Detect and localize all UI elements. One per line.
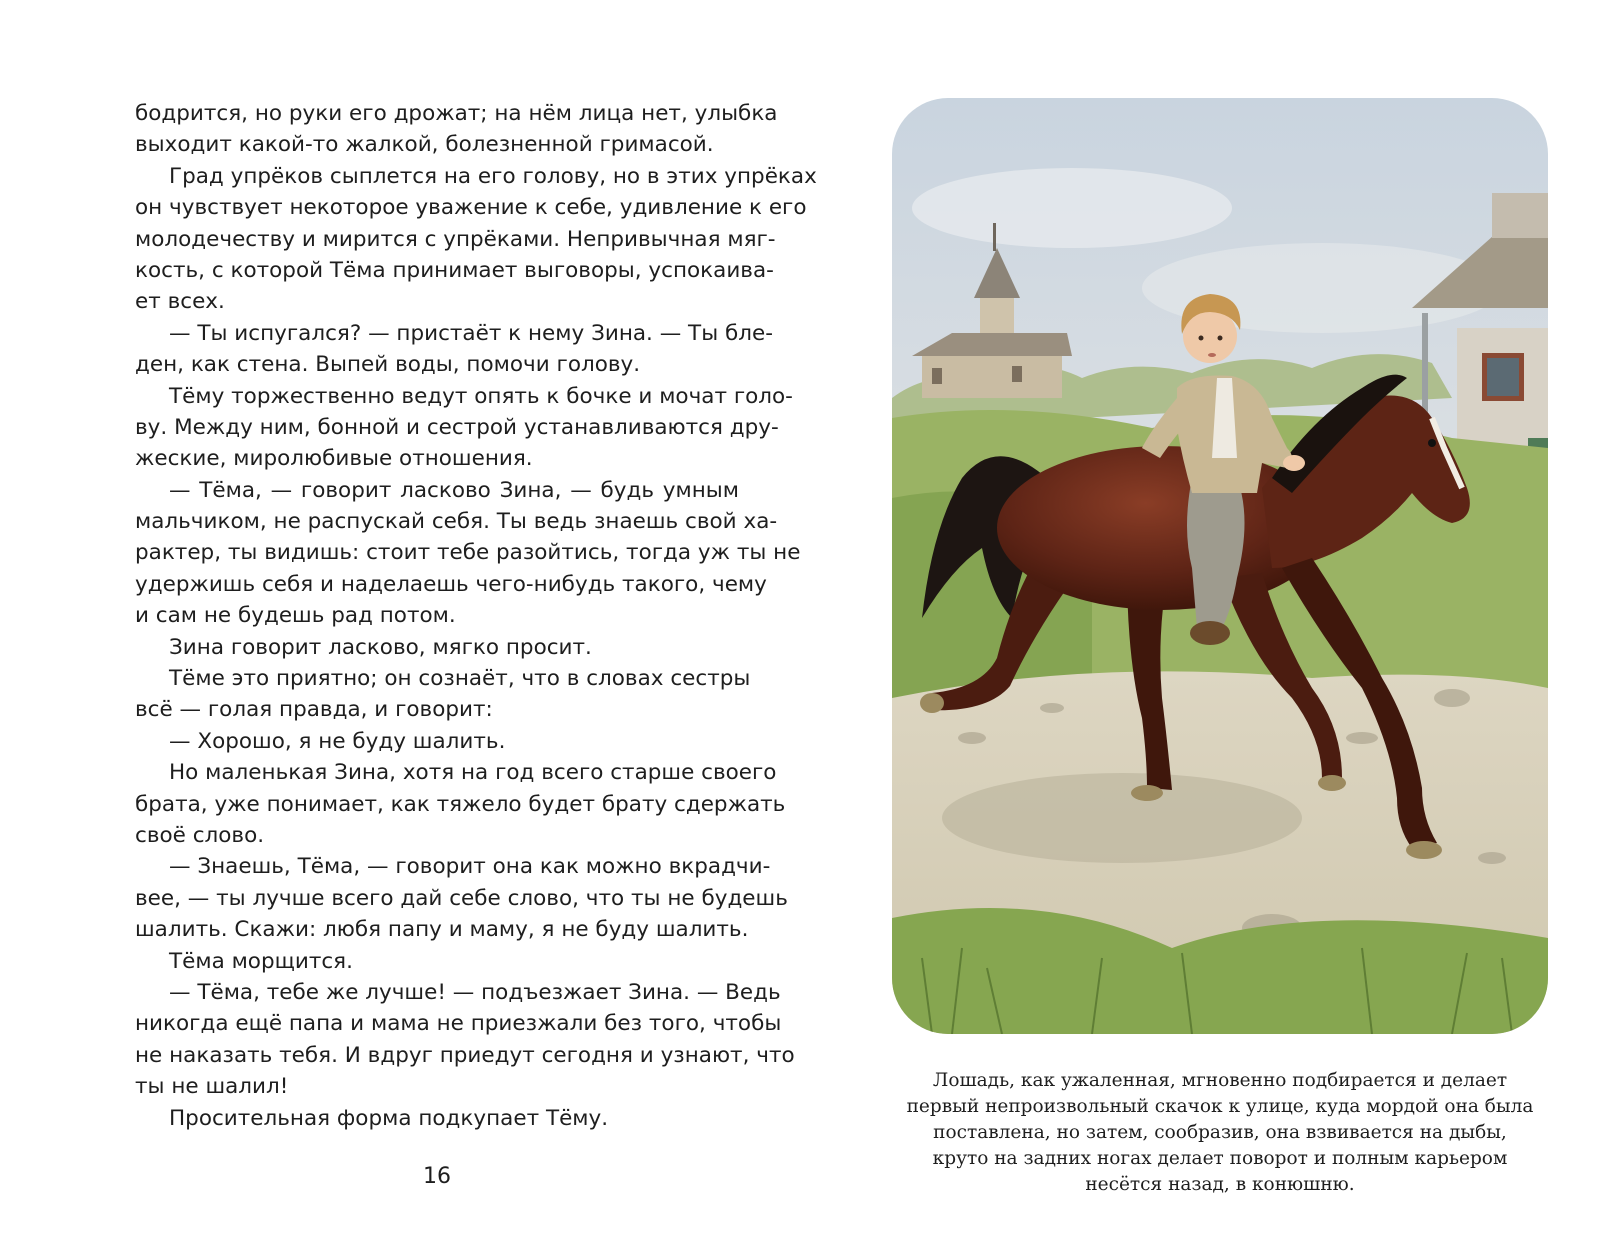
text-line: Тёму торжественно ведут опять к бочке и мочат голо- <box>169 383 793 409</box>
text-line: бодрится, но руки его дрожат; на нём лица нет, улыбка <box>135 101 778 126</box>
text-line: — Хорошо, я не буду шалить. <box>169 728 506 754</box>
text-line: ву. Между ним, бонной и сестрой устанавливаются дру- <box>135 414 779 440</box>
text-line: удержишь себя и наделаешь чего-нибудь такого, чему <box>135 571 767 597</box>
text-line: он чувствует некоторое уважение к себе, удивление к его <box>135 195 807 221</box>
text-line: Град упрёков сыплется на его голову, но в этих упрёках <box>169 163 817 189</box>
text-line: Но маленькая Зина, хотя на год всего старше своего <box>169 760 777 786</box>
left-page-text <box>135 98 817 1134</box>
text-line: и сам не будешь рад потом. <box>135 603 456 629</box>
caption-line: поставлена, но затем, сообразив, она взвивается на дыбы, <box>933 1122 1507 1143</box>
text-line: брата, уже понимает, как тяжело будет брату сдержать <box>135 791 786 817</box>
text-line: ет всех. <box>135 289 225 315</box>
text-line: Тёме это приятно; он сознаёт, что в словах сестры <box>169 666 751 692</box>
caption-line: круто на задних ногах делает поворот и полным карьером <box>932 1148 1508 1169</box>
text-line: шалить. Скажи: любя папу и маму, я не буду шалить. <box>135 917 749 943</box>
text-line: молодечеству и мирится с упрёками. Непривычная мяг- <box>135 226 776 252</box>
text-line: выходит какой-то жалкой, болезненной гримасой. <box>135 132 714 158</box>
text-line: жеские, миролюбивые отношения. <box>135 446 533 472</box>
text-line: своё слово. <box>135 822 265 848</box>
text-line: ден, как стена. Выпей воды, помочи голову. <box>135 352 641 378</box>
text-line: Тёма морщится. <box>169 948 353 974</box>
text-line: ты не шалил! <box>135 1074 289 1100</box>
text-line: Просительная форма подкупает Тёму. <box>169 1105 609 1131</box>
text-line: — Тёма, — говорит ласково Зина, — будь умным <box>169 477 739 503</box>
text-line: — Знаешь, Тёма, — говорит она как можно вкрадчи- <box>169 854 771 880</box>
text-line: кость, с которой Тёма принимает выговоры, успокаива- <box>135 257 774 283</box>
text-line: — Тёма, тебе же лучше! — подъезжает Зина. — Ведь <box>169 979 781 1005</box>
text-line: вее, — ты лучше всего дай себе слово, что ты не будешь <box>135 885 788 911</box>
illustration-caption <box>892 1068 1548 1198</box>
text-line: — Ты испугался? — пристаёт к нему Зина. — Ты бле- <box>169 320 773 346</box>
caption-line: первый непроизвольный скачок к улице, куда мордой она была <box>906 1096 1534 1117</box>
text-line: мальчиком, не распускай себя. Ты ведь знаешь свой ха- <box>135 509 778 535</box>
text-line: не наказать тебя. И вдруг приедут сегодня и узнают, что <box>135 1042 795 1068</box>
illustration-boy-on-horse <box>892 98 1548 1034</box>
text-line: всё — голая правда, и говорит: <box>135 697 493 723</box>
text-line: рактер, ты видишь: стоит тебе разойтись, тогда уж ты не <box>135 540 801 566</box>
caption-line: Лошадь, как ужаленная, мгновенно подбирается и делает <box>932 1070 1508 1091</box>
text-line: Зина говорит ласково, мягко просит. <box>169 634 592 660</box>
text-line: никогда ещё папа и мама не приезжали без того, чтобы <box>135 1011 782 1037</box>
caption-line: несётся назад, в конюшню. <box>1085 1174 1355 1195</box>
page-number: 16 <box>423 1164 451 1189</box>
